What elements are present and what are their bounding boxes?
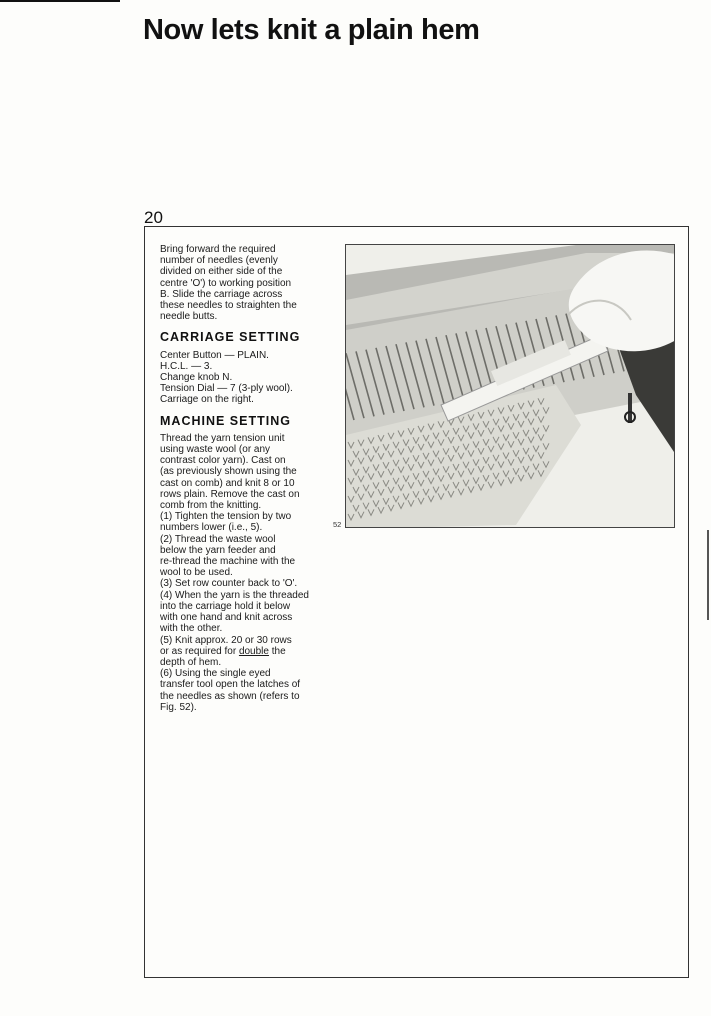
top-rule xyxy=(0,0,120,2)
intro-paragraph: Bring forward the required number of needles (evenly divided on either side of the centre 'O') to working position B. Slide the carriage across these needles to straighten the needle butts. xyxy=(160,244,297,323)
step-5-text-end: the depth of hem. xyxy=(160,645,286,668)
step-6: (6) Using the single eyed transfer tool open the latches of the needles as shown (refers to Fig. 52). xyxy=(160,668,301,713)
page-title: Now lets knit a plain hem xyxy=(143,14,480,46)
edge-mark xyxy=(707,530,709,620)
instruction-column xyxy=(160,244,338,713)
carriage-setting-heading: CARRIAGE SETTING xyxy=(160,330,301,345)
carriage-setting-text: Center Button — PLAIN. H.C.L. — 3. Change knob N. Tension Dial — 7 (3-ply wool). Carriage on the right. xyxy=(160,349,293,406)
step-5-underlined: double xyxy=(238,645,269,657)
step-5 xyxy=(160,635,338,669)
figure-52-photo xyxy=(345,244,675,528)
machine-setting-text: Thread the yarn tension unit using waste wool (or any contrast color yarn). Cast on (as previously shown using the cast on comb) and knit 8 or 10 rows plain. Remove the cast on comb from the knitting. (1) Tighten the tension by two numbers lower (i.e., 5). (2) Thread the waste wool below the yarn feeder and re-thread the machine with the wool to be used. (3) Set row counter back to 'O'. (4) When the yarn is the threaded into the carriage hold it below with one hand and knit across with the other. xyxy=(160,432,309,635)
figure-number-label: 52 xyxy=(333,520,342,529)
page-number: 20 xyxy=(144,208,163,227)
knitting-machine-illustration xyxy=(346,245,675,528)
machine-setting-heading: MACHINE SETTING xyxy=(160,413,291,428)
step-5-text: (5) Knit approx. 20 or 30 rows or as required for xyxy=(160,634,292,657)
